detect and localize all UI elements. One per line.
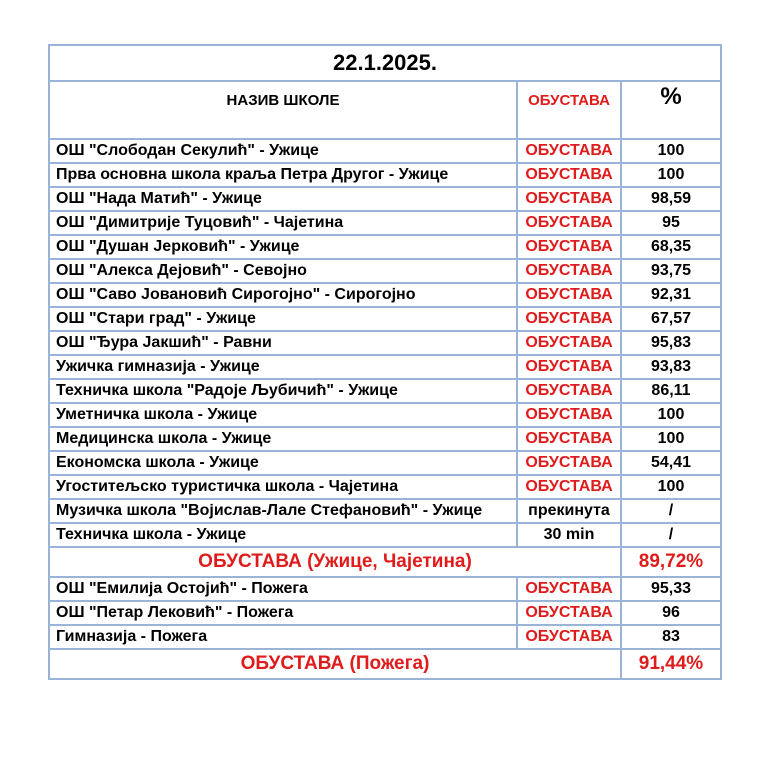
status-cell: ОБУСТАВА [517, 475, 621, 499]
strike-report-sheet [48, 44, 720, 680]
table-row [49, 403, 721, 427]
school-name-cell: ОШ "Слободан Секулић" - Ужице [49, 139, 517, 163]
summary-percent: 89,72% [621, 547, 721, 577]
school-name-cell: ОШ "Душан Јерковић" - Ужице [49, 235, 517, 259]
school-name-cell: Гимназија - Пожега [49, 625, 517, 649]
school-name-cell: Техничка школа "Радоје Љубичић" - Ужице [49, 379, 517, 403]
status-cell: ОБУСТАВА [517, 259, 621, 283]
school-name-cell: Техничка школа - Ужице [49, 523, 517, 547]
status-cell: ОБУСТАВА [517, 235, 621, 259]
percent-cell: 100 [621, 139, 721, 163]
percent-cell: 67,57 [621, 307, 721, 331]
table-row [49, 259, 721, 283]
status-cell: прекинута [517, 499, 621, 523]
percent-cell: / [621, 523, 721, 547]
status-cell: ОБУСТАВА [517, 355, 621, 379]
school-name-cell: ОШ "Ђура Јакшић" - Равни [49, 331, 517, 355]
status-cell: ОБУСТАВА [517, 307, 621, 331]
table-row [49, 187, 721, 211]
summary-percent: 91,44% [621, 649, 721, 679]
percent-cell: 95 [621, 211, 721, 235]
school-name-cell: ОШ "Нада Матић" - Ужице [49, 187, 517, 211]
summary-row-pozega [49, 649, 721, 679]
percent-cell: 68,35 [621, 235, 721, 259]
school-name-cell: ОШ "Алекса Дејовић" - Севојно [49, 259, 517, 283]
status-cell: ОБУСТАВА [517, 187, 621, 211]
status-cell: ОБУСТАВА [517, 577, 621, 601]
table-row [49, 499, 721, 523]
status-cell: ОБУСТАВА [517, 601, 621, 625]
percent-cell: 95,33 [621, 577, 721, 601]
school-name-cell: Ужичка гимназија - Ужице [49, 355, 517, 379]
status-cell: ОБУСТАВА [517, 331, 621, 355]
status-cell: ОБУСТАВА [517, 403, 621, 427]
percent-cell: 96 [621, 601, 721, 625]
column-header-percent: % [621, 81, 721, 139]
summary-row-uzice-cajetina [49, 547, 721, 577]
status-cell: ОБУСТАВА [517, 427, 621, 451]
table-row [49, 139, 721, 163]
percent-cell: 54,41 [621, 451, 721, 475]
table-row [49, 577, 721, 601]
schools-table [48, 44, 722, 680]
status-cell: ОБУСТАВА [517, 211, 621, 235]
status-cell: ОБУСТАВА [517, 283, 621, 307]
percent-cell: 92,31 [621, 283, 721, 307]
column-header-status: ОБУСТАВА [517, 81, 621, 139]
percent-cell: 83 [621, 625, 721, 649]
percent-cell: 93,75 [621, 259, 721, 283]
school-name-cell: Уметничка школа - Ужице [49, 403, 517, 427]
percent-cell: / [621, 499, 721, 523]
table-row [49, 235, 721, 259]
school-name-cell: Економска школа - Ужице [49, 451, 517, 475]
status-cell: ОБУСТАВА [517, 625, 621, 649]
header-row [49, 81, 721, 139]
table-row [49, 211, 721, 235]
percent-cell: 100 [621, 427, 721, 451]
school-name-cell: ОШ "Емилија Остојић" - Пожега [49, 577, 517, 601]
percent-cell: 93,83 [621, 355, 721, 379]
table-row [49, 451, 721, 475]
table-row [49, 163, 721, 187]
school-name-cell: ОШ "Стари град" - Ужице [49, 307, 517, 331]
school-name-cell: ОШ "Саво Јовановић Сирогојно" - Сирогојно [49, 283, 517, 307]
status-cell: ОБУСТАВА [517, 163, 621, 187]
title-row [49, 45, 721, 81]
status-cell: ОБУСТАВА [517, 379, 621, 403]
school-name-cell: ОШ "Димитрије Туцовић" - Чајетина [49, 211, 517, 235]
status-cell: ОБУСТАВА [517, 451, 621, 475]
summary-label: ОБУСТАВА (Ужице, Чајетина) [49, 547, 621, 577]
report-date-title: 22.1.2025. [49, 45, 721, 81]
table-row [49, 283, 721, 307]
percent-cell: 95,83 [621, 331, 721, 355]
percent-cell: 100 [621, 163, 721, 187]
table-body [49, 45, 721, 679]
table-row [49, 355, 721, 379]
school-name-cell: Медицинска школа - Ужице [49, 427, 517, 451]
school-name-cell: ОШ "Петар Лековић" - Пожега [49, 601, 517, 625]
table-row [49, 307, 721, 331]
percent-cell: 100 [621, 403, 721, 427]
table-row [49, 427, 721, 451]
table-row [49, 331, 721, 355]
table-row [49, 475, 721, 499]
percent-cell: 86,11 [621, 379, 721, 403]
percent-cell: 98,59 [621, 187, 721, 211]
status-cell: 30 min [517, 523, 621, 547]
status-cell: ОБУСТАВА [517, 139, 621, 163]
school-name-cell: Музичка школа "Војислав-Лале Стефановић" - Ужице [49, 499, 517, 523]
table-row [49, 601, 721, 625]
school-name-cell: Прва основна школа краља Петра Другог - Ужице [49, 163, 517, 187]
percent-cell: 100 [621, 475, 721, 499]
column-header-school-name: НАЗИВ ШКОЛЕ [49, 81, 517, 139]
school-name-cell: Угоститељско туристичка школа - Чајетина [49, 475, 517, 499]
summary-label: ОБУСТАВА (Пожега) [49, 649, 621, 679]
table-row [49, 625, 721, 649]
table-row [49, 523, 721, 547]
table-row [49, 379, 721, 403]
